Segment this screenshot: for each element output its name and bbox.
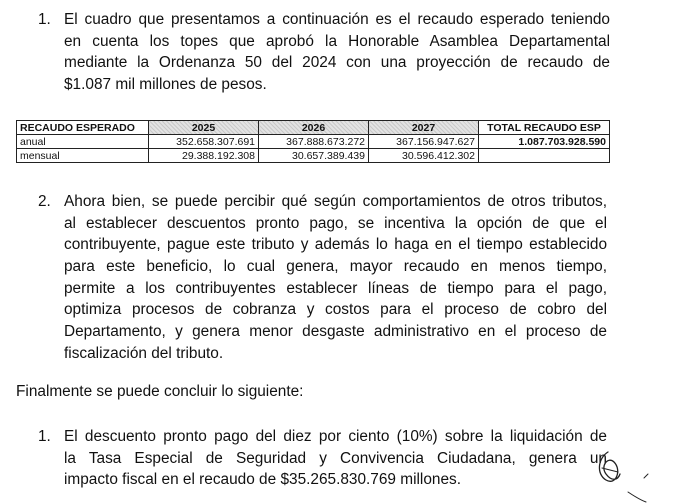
header-recaudo-esperado: RECAUDO ESPERADO bbox=[17, 121, 149, 135]
recaudo-table bbox=[16, 120, 610, 163]
table-row bbox=[17, 135, 610, 149]
text-line: la Tasa Especial de Seguridad y Convivencia Ciudadana, genera un bbox=[64, 449, 607, 467]
text-line: al establecer descuentos pronto pago, se incentiva la opción de que el bbox=[64, 214, 607, 232]
cell-value: 352.658.307.691 bbox=[149, 135, 259, 149]
cell-total bbox=[479, 149, 610, 163]
conclusion-text: Finalmente se puede concluir lo siguiente: bbox=[16, 383, 304, 400]
cell-value: 30.596.412.302 bbox=[369, 149, 479, 163]
text-line: contribuyente, pague este tributo y además lo haga en el tiempo establecido bbox=[64, 236, 607, 254]
row-label: mensual bbox=[17, 149, 149, 163]
text-line: El descuento pronto pago del diez por ciento (10%) sobre la liquidación de bbox=[64, 428, 607, 445]
paragraph-text bbox=[64, 191, 607, 365]
cell-value: 30.657.389.439 bbox=[259, 149, 369, 163]
text-line: $1.087 mil millones de pesos. bbox=[64, 76, 267, 94]
header-2025: 2025 bbox=[149, 121, 259, 135]
header-2027: 2027 bbox=[369, 121, 479, 135]
text-line: Ahora bien, se puede percibir qué según comportamientos de otros tributos, bbox=[64, 193, 607, 210]
header-total: TOTAL RECAUDO ESP bbox=[479, 121, 610, 135]
text-line: mediante la Ordenanza 50 del 2024 con una proyección de recaudo de bbox=[64, 54, 610, 72]
table-row bbox=[17, 149, 610, 163]
text-line: para este beneficio, lo cual genera, mayor recaudo en menos tiempo, bbox=[64, 258, 607, 276]
cell-value: 367.888.673.272 bbox=[259, 135, 369, 149]
list-number: 2. bbox=[38, 193, 51, 210]
paragraph-text bbox=[64, 426, 607, 491]
list-number: 1. bbox=[38, 11, 51, 28]
text-line: impacto fiscal en el recaudo de $35.265.830.769 millones. bbox=[64, 471, 461, 489]
text-line: fiscalización del tributo. bbox=[64, 344, 224, 362]
cell-total: 1.087.703.928.590 bbox=[479, 135, 610, 149]
row-label: anual bbox=[17, 135, 149, 149]
text-line: optimiza procesos de cobranza y costos para el proceso de cobro del bbox=[64, 301, 607, 319]
header-2026: 2026 bbox=[259, 121, 369, 135]
table-header-row bbox=[17, 121, 610, 135]
text-line: en cuenta los topes que aprobó la Honorable Asamblea Departamental bbox=[64, 32, 610, 50]
text-line: El cuadro que presentamos a continuación es el recaudo esperado teniendo bbox=[64, 11, 610, 28]
cell-value: 29.388.192.308 bbox=[149, 149, 259, 163]
cell-value: 367.156.947.627 bbox=[369, 135, 479, 149]
text-line: permite a los contribuyentes establecer líneas de tiempo para el pago, bbox=[64, 279, 607, 297]
list-number: 1. bbox=[38, 428, 51, 445]
handwritten-signature bbox=[588, 444, 668, 504]
paragraph-text bbox=[64, 9, 610, 96]
text-line: Departamento, y genera menor desgaste administrativo en el proceso de bbox=[64, 323, 607, 341]
